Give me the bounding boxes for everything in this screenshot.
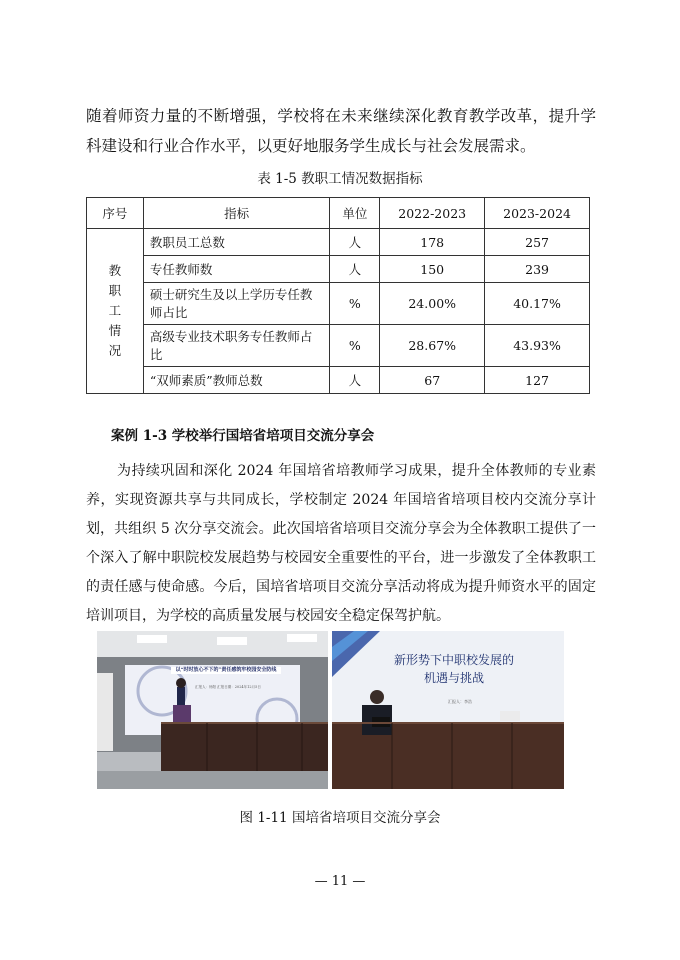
indicator-cell: 教职员工总数 [143, 229, 330, 256]
left-slide-subtitle: 汇报人：杨阳 汇报日期：2024年12月5日 [195, 685, 261, 689]
photo-left [97, 631, 328, 789]
figure-caption: 图 1-11 国培省培项目交流分享会 [239, 810, 441, 826]
header-2022-2023: 2022-2023 [380, 198, 485, 229]
indicator-cell: 高级专业技术职务专任教师占比 [143, 325, 330, 367]
group-label-char: 情 [108, 323, 122, 338]
table-row [87, 283, 590, 325]
group-label-char: 职 [108, 283, 122, 298]
unit-cell: 人 [330, 367, 380, 394]
value-2022-cell: 150 [380, 256, 485, 283]
indicator-cell: 专任教师数 [143, 256, 330, 283]
header-index: 序号 [87, 198, 144, 229]
unit-cell: % [330, 283, 380, 325]
indicator-cell: “双师素质”教师总数 [143, 367, 330, 394]
group-label-char: 教 [108, 263, 122, 278]
value-2022-cell: 28.67% [380, 325, 485, 367]
right-slide-title-line2: 机遇与挑战 [423, 671, 484, 685]
table-caption: 表 1-5 教职工情况数据指标 [257, 171, 423, 187]
case-title: 案例 1-3 学校举行国培省培项目交流分享会 [111, 428, 375, 444]
value-2022-cell: 24.00% [380, 283, 485, 325]
photo-right [332, 631, 564, 789]
value-2023-cell: 40.17% [485, 283, 590, 325]
header-unit: 单位 [330, 198, 380, 229]
indicator-cell: 硕士研究生及以上学历专任教师占比 [143, 283, 330, 325]
table-row [87, 256, 590, 283]
header-indicator: 指标 [143, 198, 330, 229]
right-slide-title-line1: 新形势下中职校发展的 [393, 653, 514, 667]
unit-cell: % [330, 325, 380, 367]
unit-cell: 人 [330, 256, 380, 283]
value-2022-cell: 178 [380, 229, 485, 256]
value-2023-cell: 127 [485, 367, 590, 394]
table-header-row [87, 198, 590, 229]
table-row [87, 325, 590, 367]
value-2023-cell: 257 [485, 229, 590, 256]
table-row [87, 229, 590, 256]
value-2023-cell: 239 [485, 256, 590, 283]
page-number: — 11 — [314, 874, 366, 889]
value-2022-cell: 67 [380, 367, 485, 394]
value-2023-cell: 43.93% [485, 325, 590, 367]
table-row [87, 367, 590, 394]
intro-paragraph: 随着师资力量的不断增强，学校将在未来继续深化教育教学改革，提升学科建设和行业合作水平，以更好地服务学生成长与社会发展需求。 [86, 107, 596, 155]
staff-data-table [86, 197, 590, 394]
header-2023-2024: 2023-2024 [485, 198, 590, 229]
left-slide-title: 以“时时放心不下的”责任感筑牢校园安全防线 [171, 667, 281, 674]
right-slide-subtitle: 汇报人：李浩 [448, 699, 472, 704]
unit-cell: 人 [330, 229, 380, 256]
group-label-cell [87, 229, 144, 394]
case-body-paragraph: 为持续巩固和深化 2024 年国培省培教师学习成果，提升全体教师的专业素养，实现资源共享与共同成长，学校制定 2024 年国培省培项目校内交流分享计划，共组织 5 次分享交流会。此次国培省培项目交流分享会为全体教职工提供了一个深入了解中职院校发展趋势与校园安全重要性的平台，进一步激发了全体教职工的责任感与使命感。今后，国培省培项目交流分享活动将成为提升师资水平的固定培训项目，为学校的高质量发展与校园安全稳定保驾护航。 [86, 463, 596, 624]
group-label-char: 况 [108, 343, 122, 358]
group-label-char: 工 [108, 303, 122, 318]
photo-left-scene [97, 631, 328, 789]
